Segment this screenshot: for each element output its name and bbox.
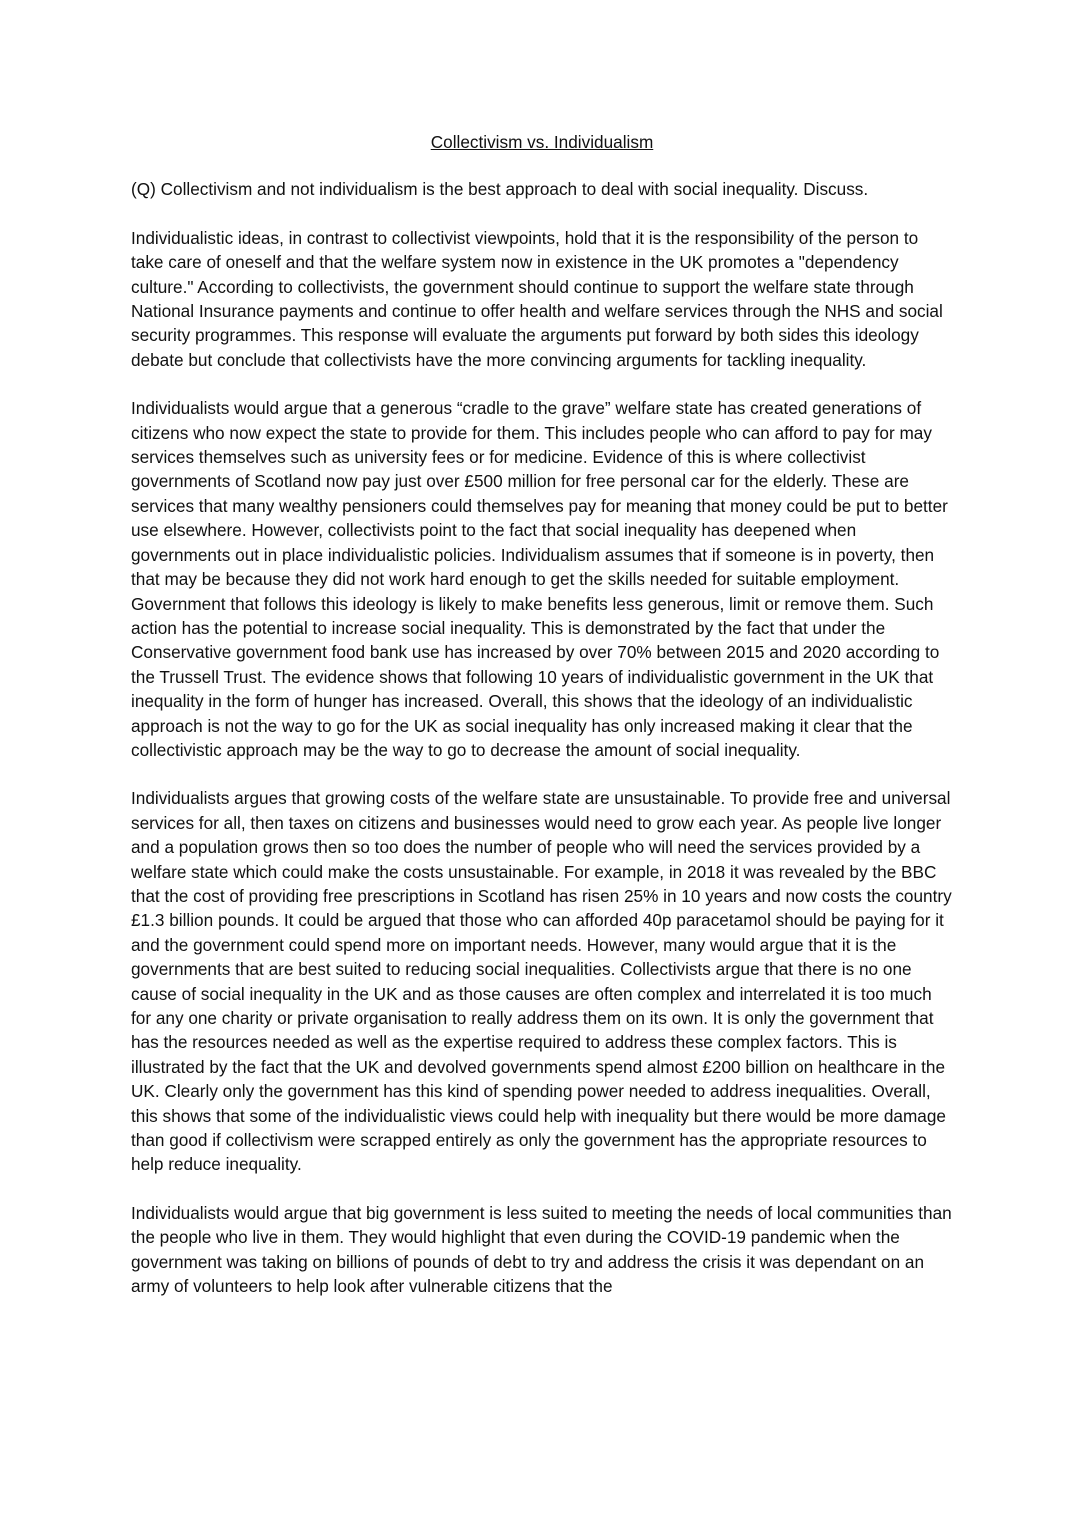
paragraph-welfare-costs: Individualists argues that growing costs of the welfare state are unsustainable. To provide free and universal services for all, then taxes on citizens and businesses would need to grow each year. As people live longer and a population grows then so too does the number of people who will need the services provided by a welfare state which could make the costs unsustainable. For example, in 2018 it was revealed by the BBC that the cost of providing free prescriptions in Scotland has risen 25% in 10 years and now costs the country £1.3 billion pounds. It could be argued that those who can afforded 40p paracetamol should be paying for it and the government could spend more on important needs. However, many would argue that it is the governments that are best suited to reducing social inequalities. Collectivists argue that there is no one cause of social inequality in the UK and as those causes are often complex and interrelated it is too much for any one charity or private organisation to really address them on its own. It is only the government that has the resources needed as well as the expertise required to address these complex factors. This is illustrated by the fact that the UK and devolved governments spend almost £200 billion on healthcare in the UK. Clearly only the government has this kind of spending power needed to address inequalities. Overall, this shows that some of the individualistic views could help with inequality but there would be more damage than good if collectivism were scrapped entirely as only the government has the appropriate resources to help reduce inequality. [131, 788, 952, 1175]
document-title: Collectivism vs. Individualism [430, 132, 654, 152]
paragraph-welfare-dependency: Individualists would argue that a generous “cradle to the grave” welfare state has created generations of citizens who now expect the state to provide for them. This includes people who can afford to pay for may services themselves such as university fees or for medicine. Evidence of this is where collectivist governments of Scotland now pay just over £500 million for free personal car for the elderly. These are services that many wealthy pensioners could themselves pay for meaning that money could be put to better use elsewhere. However, collectivists point to the fact that social inequality has deepened when governments out in place individualistic policies. Individualism assumes that if someone is in poverty, then that may be because they did not work hard enough to get the skills needed for suitable employment. Government that follows this ideology is likely to make benefits less generous, limit or remove them. Such action has the potential to increase social inequality. This is demonstrated by the fact that under the Conservative government food bank use has increased by over 70% between 2015 and 2020 according to the Trussell Trust. The evidence shows that following 10 years of individualistic government in the UK that inequality in the form of hunger has increased. Overall, this shows that the ideology of an individualistic approach is not the way to go for the UK as social inequality has only increased making it clear that the collectivistic approach may be the way to go to decrease the amount of social inequality. [131, 398, 948, 760]
document-body [131, 130, 953, 1298]
paragraph-introduction: Individualistic ideas, in contrast to collectivist viewpoints, hold that it is the responsibility of the person to take care of oneself and that the welfare system now in existence in the UK promotes a "dependency culture." According to collectivists, the government should continue to support the welfare state through National Insurance payments and continue to offer health and welfare services through the NHS and social security programmes. This response will evaluate the arguments put forward by both sides this ideology debate but conclude that collectivists have the more convincing arguments for tackling inequality. [131, 227, 943, 370]
essay-question: (Q) Collectivism and not individualism is the best approach to deal with social inequality. Discuss. [131, 179, 869, 200]
paragraph-local-communities: Individualists would argue that big government is less suited to meeting the needs of local communities than the people who live in them. They would highlight that even during the COVID-19 pandemic when the government was taking on billions of pounds of debt to try and address the crisis it was dependant on an army of volunteers to help look after vulnerable citizens that the [131, 1202, 952, 1297]
